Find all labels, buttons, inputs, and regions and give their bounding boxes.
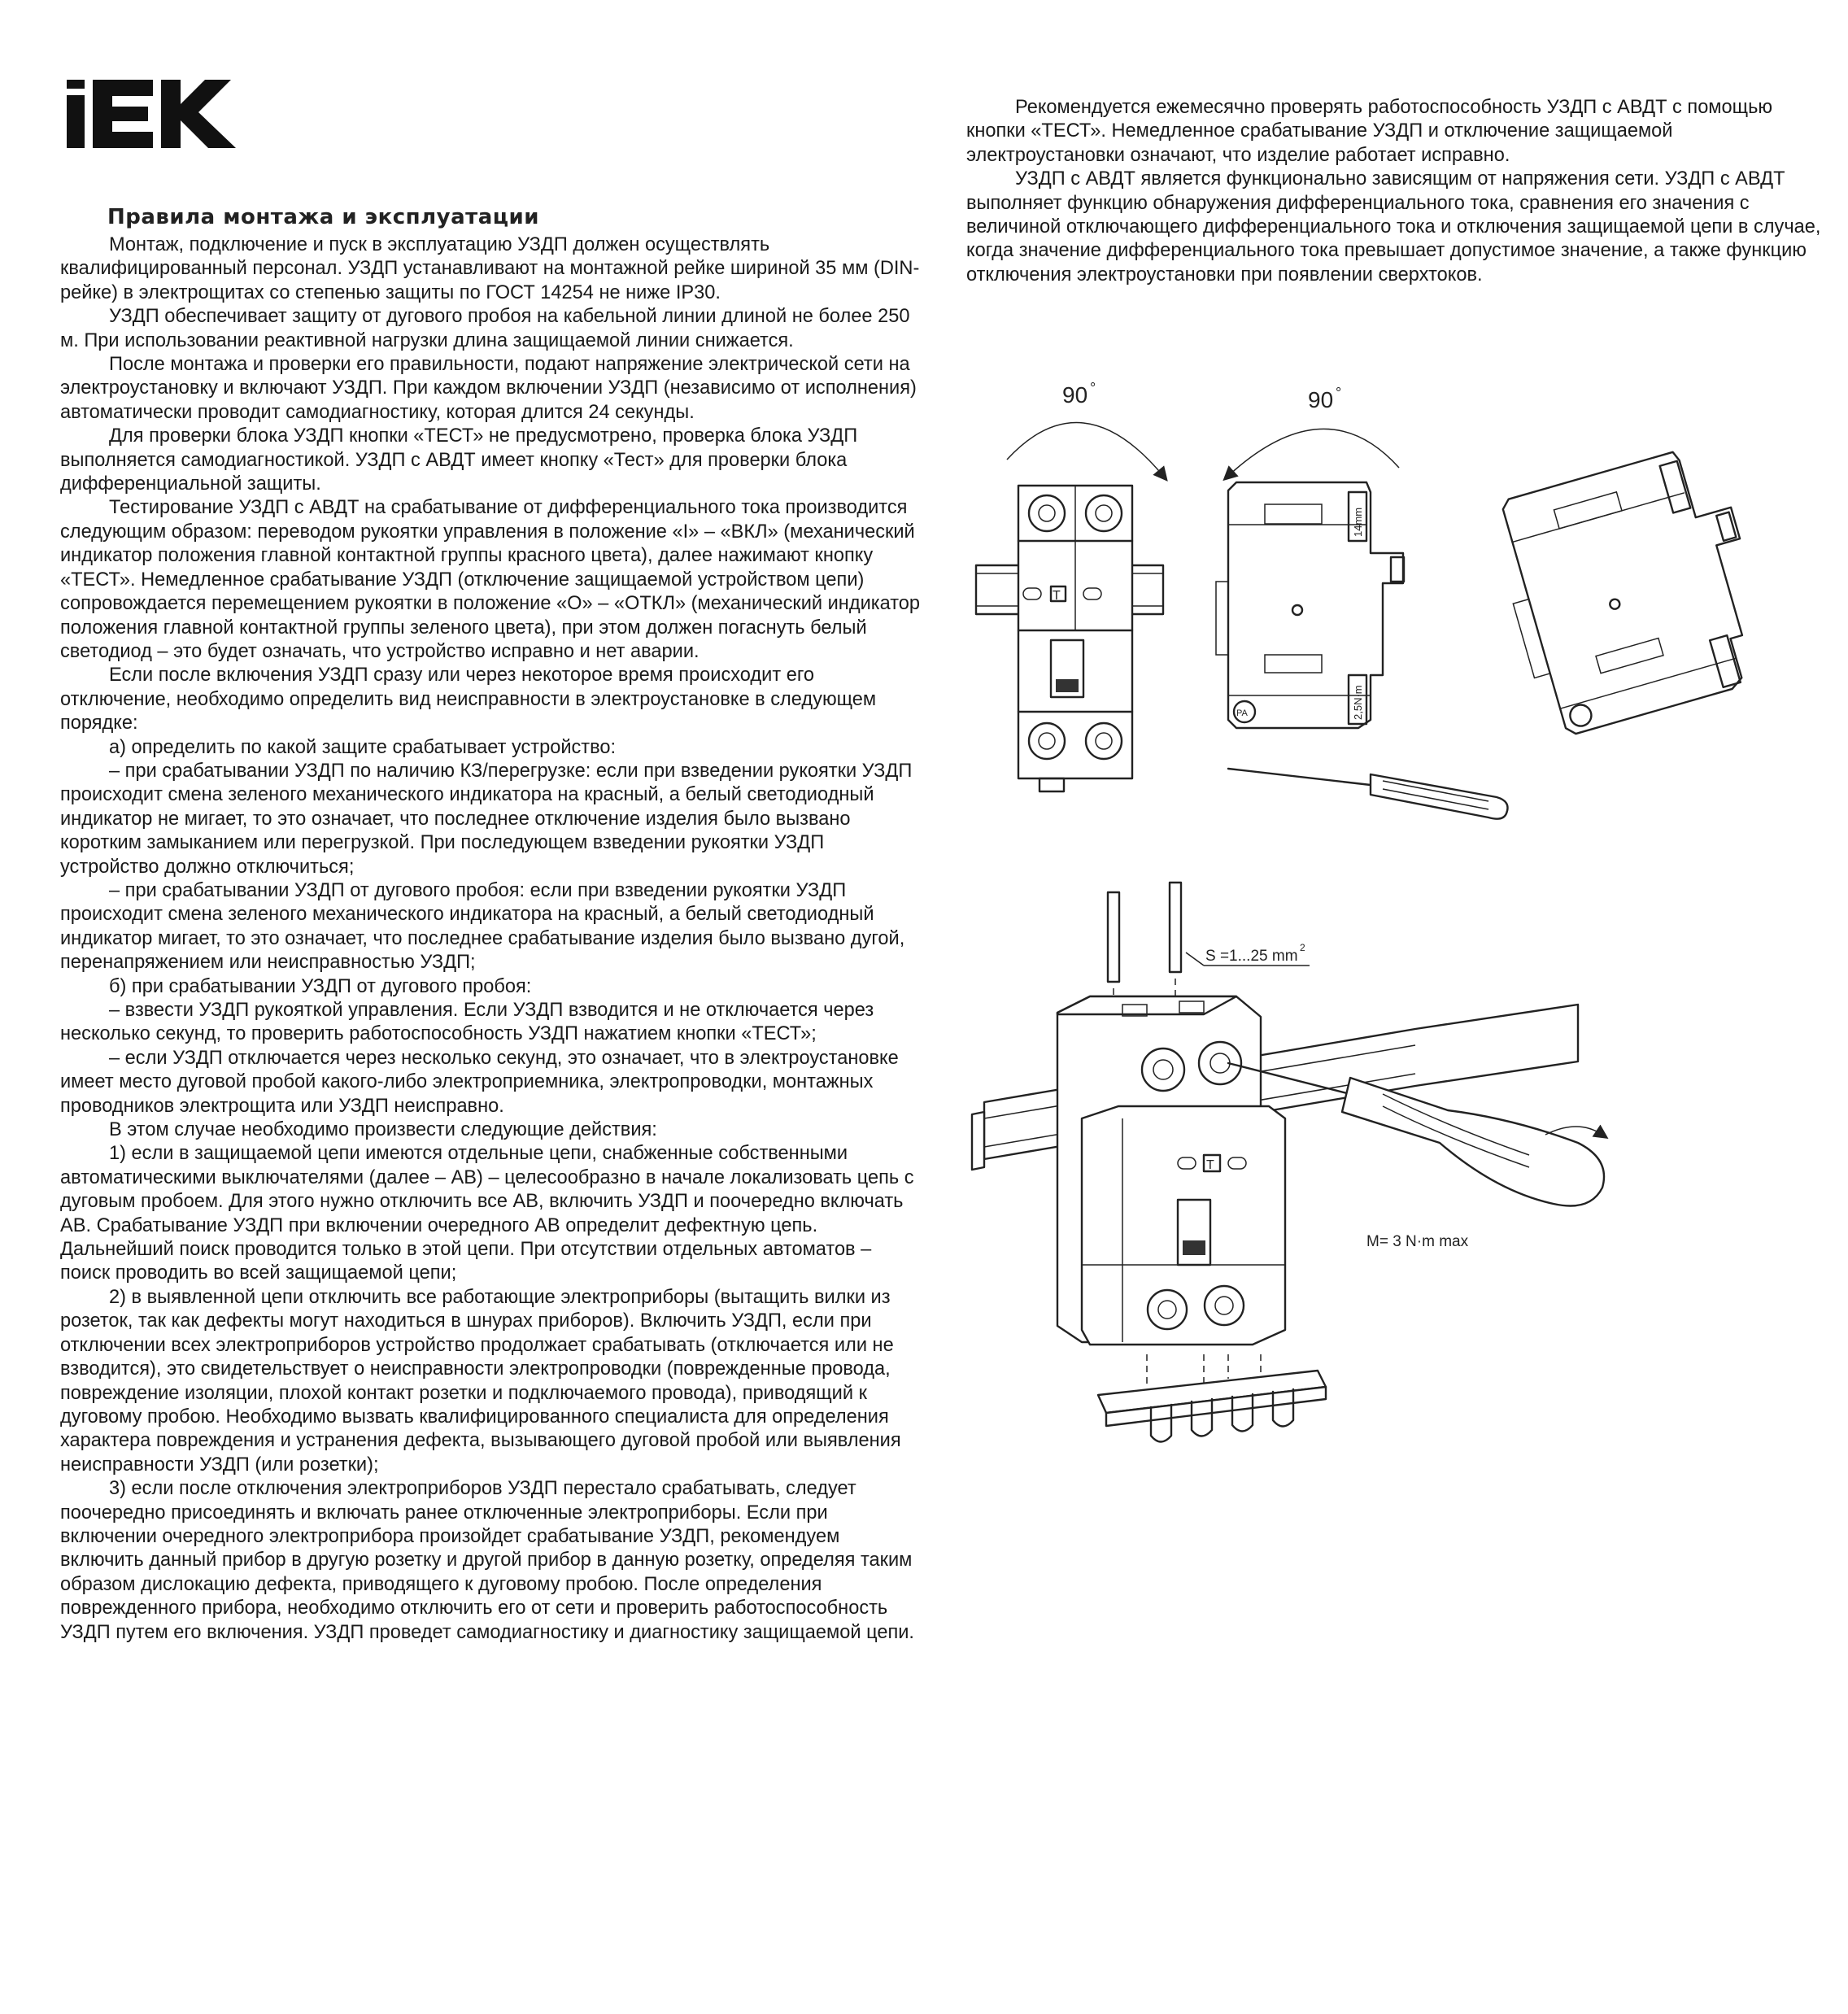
paragraph: УЗДП обеспечивает защиту от дугового пробоя на кабельной линии длиной не более 250 м. При использовании реактивной нагрузки длина защищаемой линии снижается. [60, 306, 910, 351]
paragraph: а) определить по какой защите срабатывает устройство: [109, 736, 617, 758]
svg-text:2,5N·m: 2,5N·m [1352, 685, 1364, 720]
left-column [60, 233, 922, 1645]
paragraph: 2) в выявленной цепи отключить все работающие электроприборы (вытащить вилки из розеток, так как дефекты могут находиться в шнурах приборов). Включить УЗДП, если при отключении всех электроприборов устройство продолжает срабатывать (отключается или не взводится), это свидетельствует о неисправности электропроводки (поврежденные провода, повреждение изоляции, плохой контакт розетки и подключаемого провода), приводящий к дуговому пробою. Необходимо вызвать квалифицированного специалиста для определения характера повреждения и устранения дефекта, вызывающего дуговой пробой или выявления неисправности УЗДП (или розетки); [60, 1286, 901, 1476]
device-side-view [1216, 482, 1404, 728]
rotation-arrow-right [1228, 429, 1399, 476]
paragraph: Рекомендуется ежемесячно проверять работоспособность УЗДП с АВДТ с помощью кнопки «ТЕСТ». Немедленное срабатывание УЗДП и отключение защищаемой электроустановки означают, что изделие работает исправно. [966, 97, 1773, 166]
angle-label-left [1062, 380, 1096, 408]
torque-label: M= 3 N·m max [1366, 1233, 1469, 1250]
angle-label-right [1308, 385, 1341, 412]
paragraph: УЗДП с АВДТ является функционально зависящим от напряжения сети. УЗДП с АВДТ выполняет функцию обнаружения дифференциального тока, сравнения его значения с величиной отключающего дифференциального тока и отключения защищаемой цепи в случае, когда значение дифференциального тока превышает допустимое значение, а также функцию отключения электроустановки при появлении сверхтоков. [966, 168, 1821, 286]
paragraph: Тестирование УЗДП с АВДТ на срабатывание от дифференциального тока производится следующим образом: переводом рукоятки управления в положение «I» – «ВКЛ» (механический индикатор положения главной контактной группы красного цвета), далее нажимают кнопку «ТЕСТ». Немедленное срабатывание УЗДП (отключение защищаемой устройством цепи) сопровождается перемещением рукоятки в положение «О» – «ОТКЛ» (механический индикатор положения главной контактной группы зеленого цвета), при этом должен погаснуть белый светодиод – это будет означать, что устройство исправно и нет аварии. [60, 497, 921, 662]
screwdriver-icon [1228, 769, 1508, 819]
svg-text:14mm: 14mm [1352, 507, 1364, 537]
rotation-arrow-left [1007, 423, 1163, 476]
paragraph: 1) если в защищаемой цепи имеются отдельные цепи, снабженные собственными автоматическими выключателями (далее – АВ) – целесообразно в начале локализовать цепь с дуговым пробоем. Для этого нужно отключить все АВ, включить УЗДП и поочередно включать АВ. Срабатывание УЗДП при включении очередного АВ определит дефектную цепь. Дальнейший поиск проводится только в этой цепи. При отсутствии отдельных автоматов – поиск проводить во всей защищаемой цепи; [60, 1143, 914, 1284]
test-button-label: T [1053, 589, 1061, 603]
paragraph: В этом случае необходимо произвести следующие действия: [109, 1119, 657, 1141]
svg-text:PA: PA [1236, 708, 1248, 718]
svg-text:90: 90 [1308, 387, 1334, 412]
device-isometric-view [1057, 996, 1285, 1345]
paragraph: – при срабатывании УЗДП от дугового пробоя: если при взведении рукоятки УЗДП происходит смена зеленого механического индикатора на красный, а белый светодиодный индикатор мигает, то это означает, что последнее срабатывание изделия было вызвано дугой, перенапряжением или неисправностью УЗДП; [60, 879, 905, 974]
iek-logo [67, 80, 241, 148]
paragraph: После монтажа и проверки его правильности, подают напряжение электрической сети на электроустановку и включают УЗДП. При каждом включении УЗДП (независимо от исполнения) автоматически проводит самодиагностику, которая длится 24 секунды. [60, 354, 917, 423]
svg-text:°: ° [1090, 380, 1096, 396]
paragraph: б) при срабатывании УЗДП от дугового пробоя: [109, 975, 532, 997]
right-column [966, 96, 1828, 287]
paragraph: – взвести УЗДП рукояткой управления. Если УЗДП взводится и не отключается через несколько секунд, то проверить работоспособность УЗДП нажатием кнопки «ТЕСТ»; [60, 1000, 874, 1045]
paragraph: – при срабатывании УЗДП по наличию КЗ/перегрузке: если при взведении рукоятки УЗДП происходит смена зеленого механического индикатора на красный, а белый светодиодный индикатор не мигает, то это означает, что последнее отключение изделия было вызвано коротким замыканием или перегрузкой. При последующем взведении рукоятки УЗДП устройство должно отключиться; [60, 760, 913, 878]
svg-text:°: ° [1336, 385, 1342, 401]
wiring-connection-diagram [960, 874, 1838, 1460]
paragraph: 3) если после отключения электроприборов УЗДП перестало срабатывать, следует поочередно присоединять и включать ранее отключенные электроприборы. Если при включении очередного электроприбора произойдет срабатывание УЗДП, рекомендуем включить данный прибор в другую розетку и другой прибор в данную розетку, определяя таким образом дислокацию дефекта, приводящего к дуговому пробою. После определения поврежденного прибора, необходимо отключить его от сети и проверить работоспособность УЗДП путем его включения. УЗДП проведет самодиагностику и диагностику защищаемой цепи. [60, 1478, 914, 1643]
cross-section-label: S =1...25 mm [1205, 948, 1298, 965]
cross-section-superscript: 2 [1300, 942, 1305, 953]
device-tilted-view [1485, 441, 1779, 740]
test-button-label: T [1206, 1158, 1214, 1172]
paragraph: Для проверки блока УЗДП кнопки «ТЕСТ» не предусмотрено, проверка блока УЗДП выполняется самодиагностикой. УЗДП с АВДТ имеет кнопку «Тест» для проверки блока дифференциальной защиты. [60, 425, 858, 495]
svg-text:90: 90 [1062, 382, 1088, 408]
device-front-view [976, 486, 1163, 791]
busbar-comb [1098, 1354, 1326, 1442]
paragraph: – если УЗДП отключается через несколько секунд, это означает, что в электроустановке имеет место дуговой пробой какого-либо электроприемника, электропроводки, монтажных проводников электрощита или УЗДП неисправно. [60, 1047, 899, 1117]
paragraph: Если после включения УЗДП сразу или через некоторое время происходит его отключение, необходимо определить вид неисправности в электроустановке в следующем порядке: [60, 665, 877, 735]
din-rail-mounting-diagram [960, 370, 1838, 826]
section-heading: Правила монтажа и эксплуатации [107, 205, 539, 229]
paragraph: Монтаж, подключение и пуск в эксплуатацию УЗДП должен осуществлять квалифицированный персонал. УЗДП устанавливают на монтажной рейке шириной 35 мм (DIN-рейке) в электрощитах со степенью защиты по ГОСТ 14254 не ниже IP30. [60, 234, 920, 303]
